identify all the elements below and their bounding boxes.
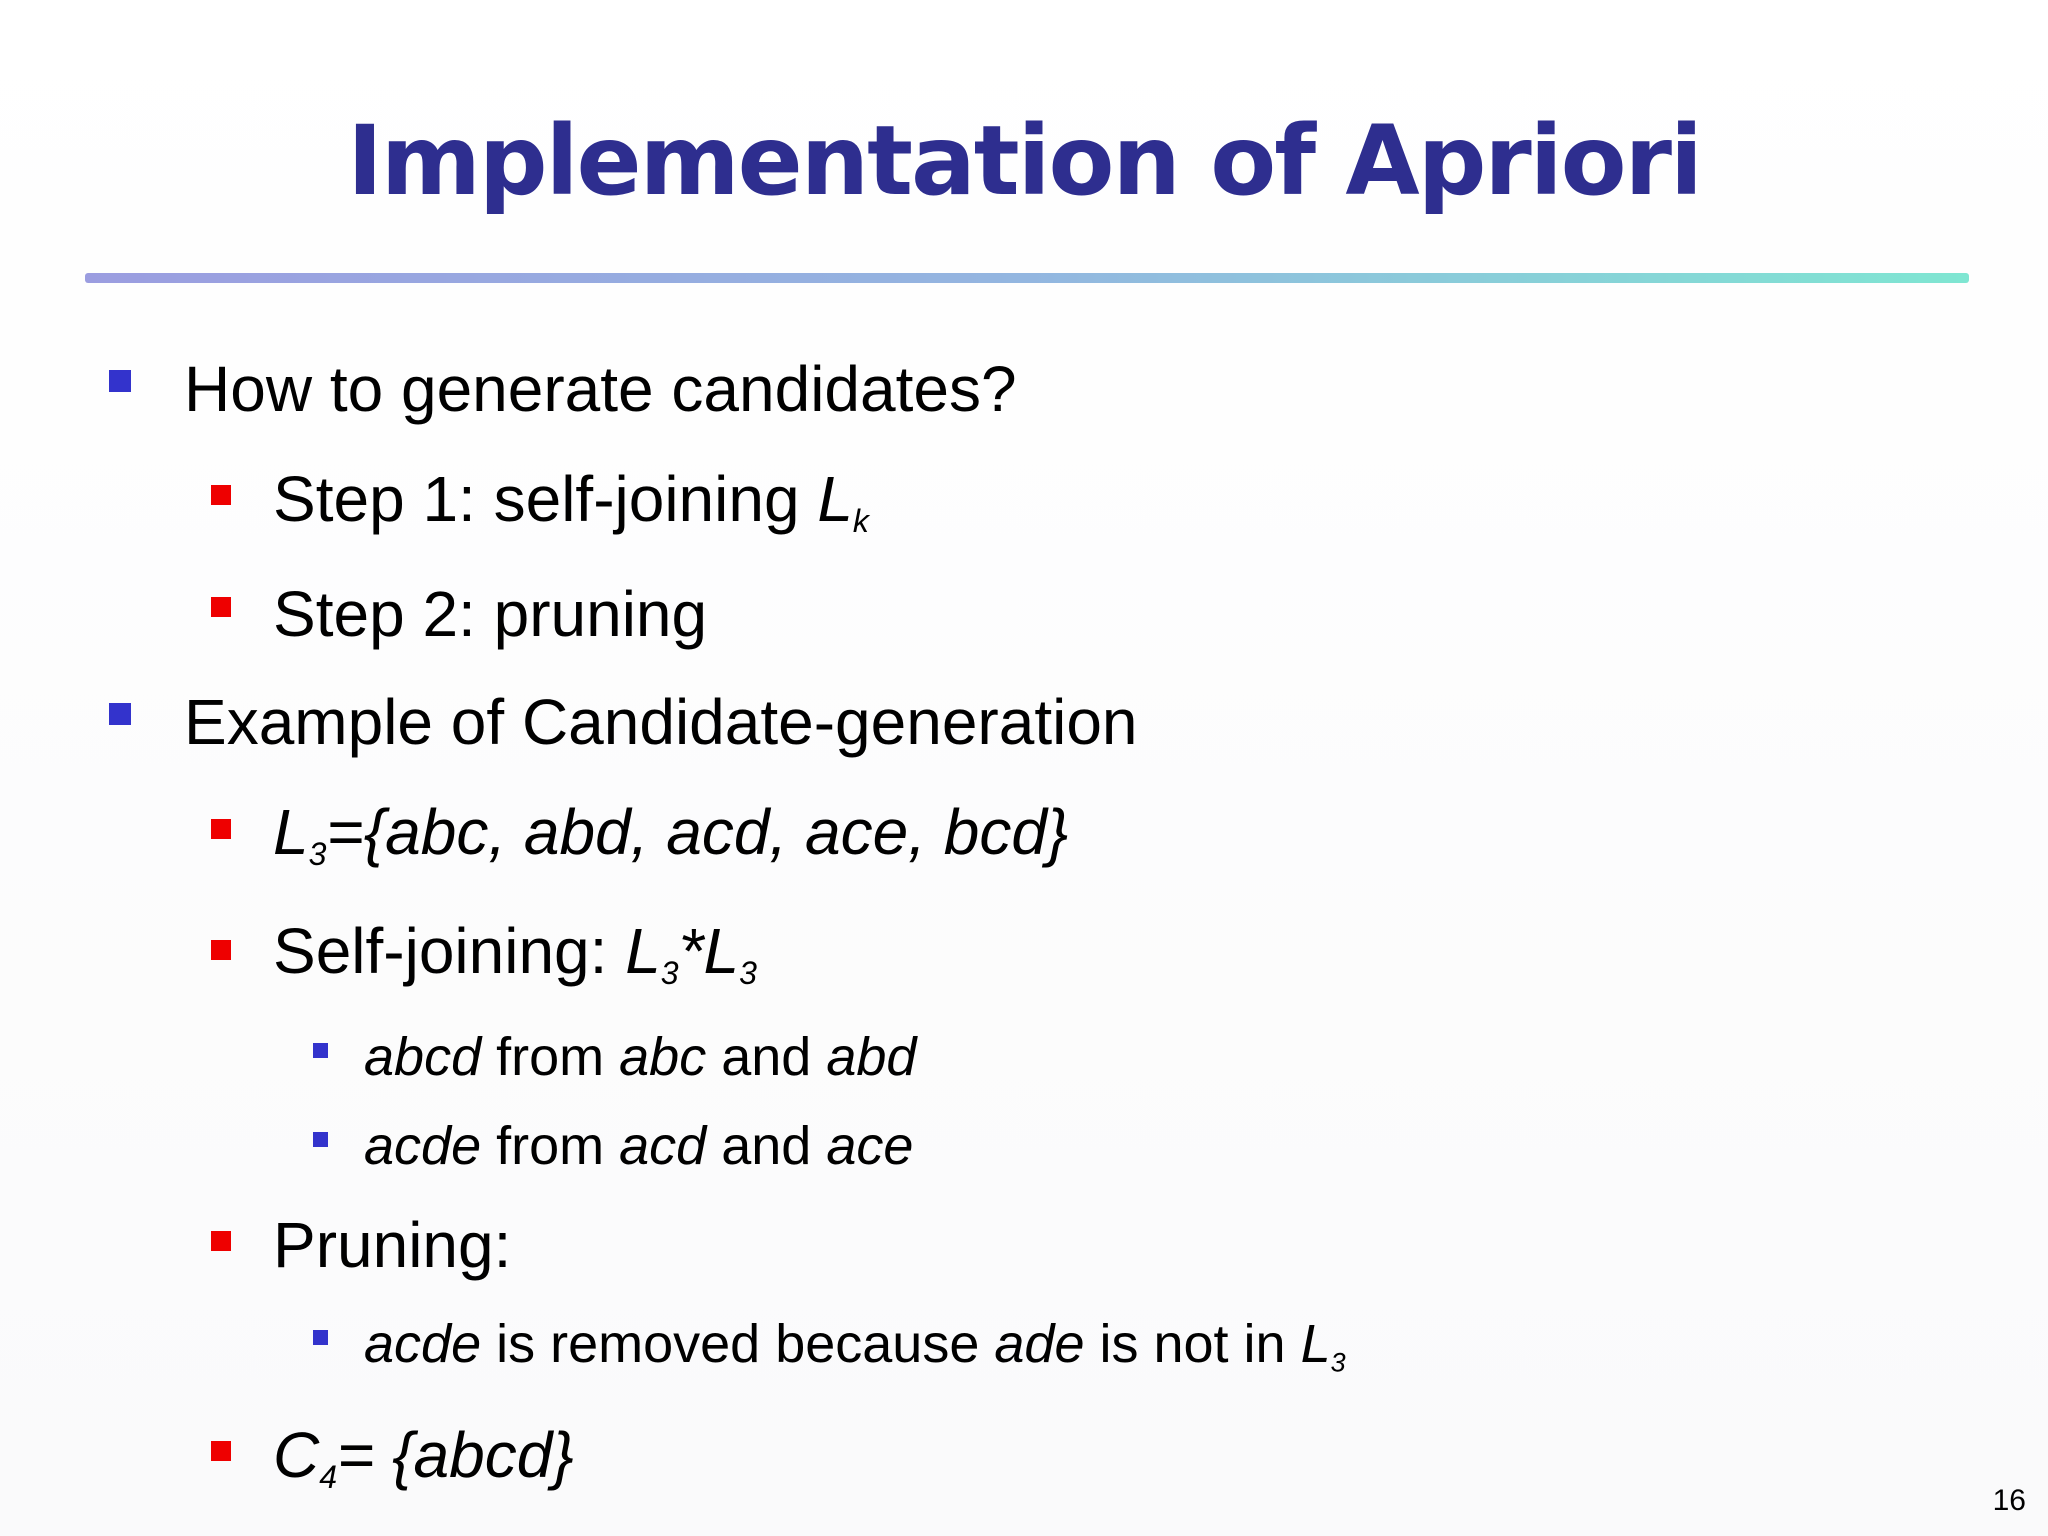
bullet-square-icon <box>211 597 231 617</box>
math-expression: ={abc, abd, acd, ace, bcd} <box>326 796 1069 868</box>
itemset: abd <box>826 1027 917 1087</box>
bullet-text: is removed because <box>481 1314 995 1374</box>
bullet-how-to-generate <box>184 353 1017 425</box>
bullet-step-2 <box>273 578 708 650</box>
bullet-square-icon <box>211 1231 231 1251</box>
bullet-text: and <box>706 1027 827 1087</box>
bullet-text: from <box>481 1027 620 1087</box>
bullet-square-icon <box>313 1132 328 1147</box>
math-var: L <box>817 463 853 535</box>
math-subscript: 3 <box>1330 1347 1346 1378</box>
bullet-square-icon <box>313 1330 328 1345</box>
bullet-example <box>184 686 1138 758</box>
bullet-square-icon <box>313 1043 328 1058</box>
bullet-c4 <box>273 1419 574 1496</box>
bullet-square-icon <box>211 485 231 505</box>
bullet-step-1 <box>273 463 869 540</box>
page-number: 16 <box>1992 1484 2026 1517</box>
bullet-text: Example of Candidate-generation <box>184 686 1138 758</box>
itemset: acde <box>364 1116 482 1176</box>
itemset: ade <box>994 1314 1085 1374</box>
math-subscript: 3 <box>660 955 679 992</box>
bullet-text: Step 2: pruning <box>273 578 708 650</box>
math-var: L <box>703 915 740 987</box>
itemset: acde <box>364 1314 482 1374</box>
itemset: abcd <box>364 1027 482 1087</box>
bullet-acde <box>364 1116 914 1176</box>
math-subscript: k <box>852 503 869 540</box>
itemset: ace <box>826 1116 914 1176</box>
math-subscript: 3 <box>739 955 757 992</box>
math-expression: = {abcd} <box>337 1419 574 1491</box>
math-var: L <box>273 796 309 868</box>
math-var: C <box>273 1419 320 1491</box>
bullet-text: How to generate candidates? <box>184 353 1017 425</box>
bullet-square-icon <box>211 1441 231 1461</box>
math-var: L <box>1300 1314 1331 1374</box>
bullet-text: Self-joining: <box>273 915 626 987</box>
bullet-abcd <box>364 1027 917 1087</box>
bullet-square-icon <box>211 940 231 960</box>
bullet-text: from <box>481 1116 620 1176</box>
bullet-text: is not in <box>1084 1314 1301 1374</box>
bullet-self-joining <box>273 915 757 992</box>
bullet-l3-set <box>273 796 1069 873</box>
title-divider <box>85 273 1969 283</box>
bullet-text: and <box>706 1116 827 1176</box>
bullet-acde-removed <box>364 1314 1346 1378</box>
bullet-square-icon <box>109 703 131 725</box>
itemset: abc <box>619 1027 707 1087</box>
bullet-text: Pruning: <box>273 1209 512 1281</box>
slide-title: Implementation of Apriori <box>347 105 1701 217</box>
math-operator: * <box>678 915 704 987</box>
bullet-square-icon <box>211 819 231 839</box>
math-var: L <box>625 915 661 987</box>
itemset: acd <box>619 1116 707 1176</box>
bullet-pruning <box>273 1209 512 1281</box>
bullet-square-icon <box>109 370 131 392</box>
math-subscript: 4 <box>319 1459 338 1496</box>
math-subscript: 3 <box>308 836 327 873</box>
bullet-text: Step 1: self-joining <box>273 463 818 535</box>
